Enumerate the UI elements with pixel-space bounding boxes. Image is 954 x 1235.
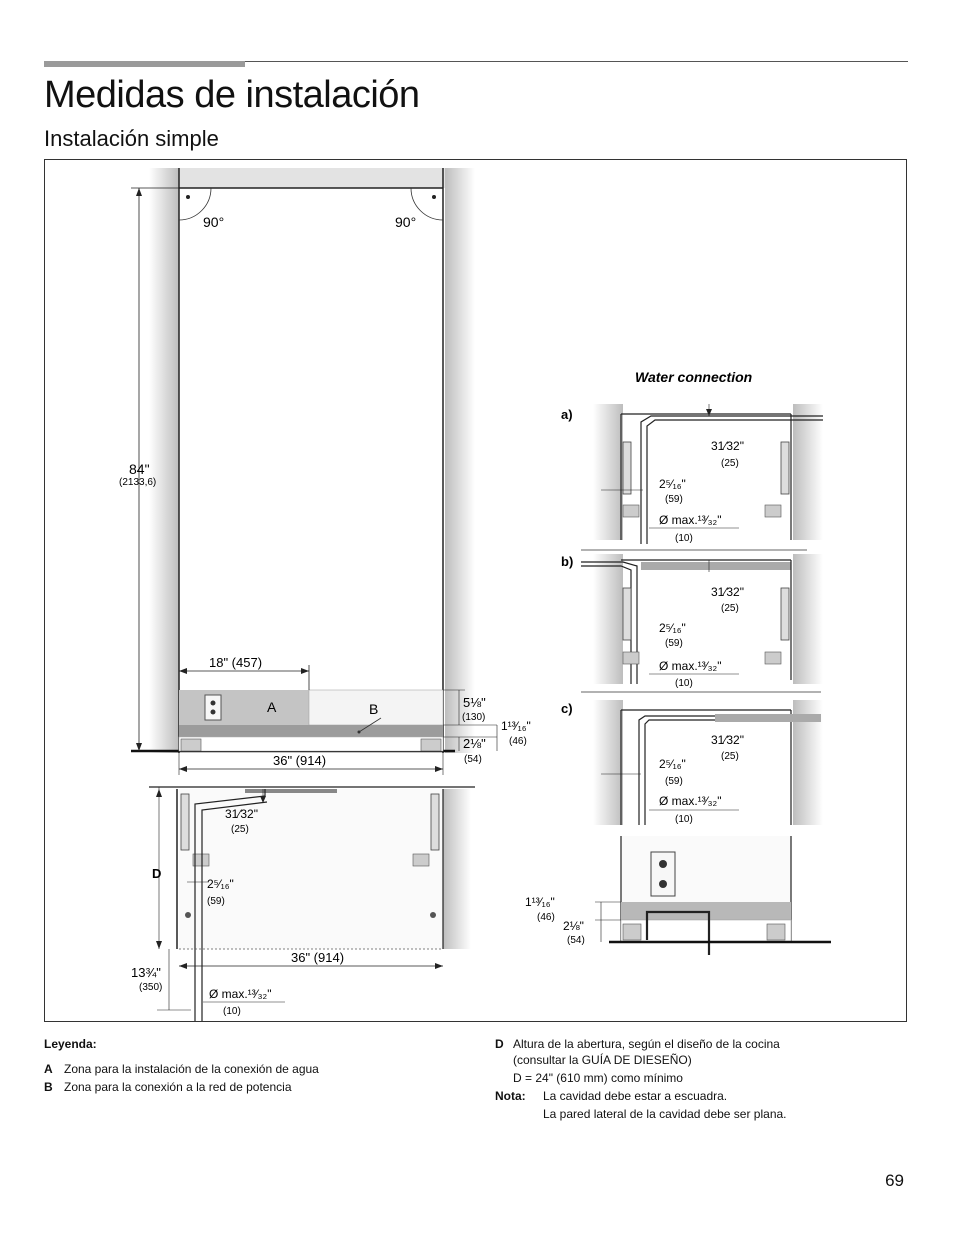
- c-dim-1-13-16-label: 1¹³⁄₁₆": [525, 895, 555, 909]
- height-mm-label: (2133,6): [119, 477, 157, 488]
- dim-5-1-8-label: 5⅛": [463, 695, 486, 710]
- water-option-c: [561, 692, 823, 825]
- water-option-b: [561, 550, 823, 689]
- c-dim-25-label: (25): [721, 751, 739, 762]
- c-dim-59-label: (59): [665, 776, 683, 787]
- option-b-label: b): [561, 554, 574, 569]
- a-dim-31-32-label: 31⁄32": [711, 439, 744, 453]
- width-bottom-label: 36" (914): [291, 950, 345, 965]
- water-option-c-front: [525, 836, 831, 955]
- legend-nota-2: La pared lateral de la cavidad debe ser plana.: [543, 1107, 787, 1121]
- c-dim-46-label: (46): [537, 912, 555, 923]
- plan-dim-59-label: (59): [207, 896, 225, 907]
- angle-left-label: 90°: [203, 214, 225, 230]
- legend-key-b: B: [44, 1080, 53, 1094]
- plan-view: [131, 787, 475, 1021]
- c-dim-31-32-label: 31⁄32": [711, 733, 744, 747]
- a-dim-2-5-16-label: 2⁵⁄₁₆": [659, 477, 686, 491]
- legend-item-a: [44, 1062, 319, 1077]
- legend-text-a: Zona para la instalación de la conexión de agua: [64, 1062, 319, 1076]
- legend-text-d-2: (consultar la GUÍA DE DIESEÑO): [513, 1053, 692, 1067]
- legend-text-b: Zona para la conexión a la red de potencia: [64, 1080, 292, 1094]
- legend-nota: [495, 1089, 727, 1104]
- dim-46-label: (46): [509, 736, 527, 747]
- a-max-label: Ø max.¹³⁄₃₂": [659, 513, 722, 527]
- zone-b-label: B: [369, 701, 379, 717]
- water-connection-title: Water connection: [635, 369, 753, 385]
- height-label: 84": [129, 461, 150, 477]
- legend-key-d: D: [495, 1037, 504, 1051]
- b-dim-31-32-label: 31⁄32": [711, 585, 744, 599]
- c-dim-2-5-16-label: 2⁵⁄₁₆": [659, 757, 686, 771]
- legend-key-a: A: [44, 1062, 53, 1076]
- b-max-label: Ø max.¹³⁄₃₂": [659, 659, 722, 673]
- installation-diagram-frame: [44, 159, 907, 1022]
- c-dim-10-label: (10): [675, 814, 693, 825]
- a-dim-25-label: (25): [721, 458, 739, 469]
- b-dim-59-label: (59): [665, 638, 683, 649]
- zone-width-label: 18" (457): [209, 655, 263, 670]
- plan-dim-10-label: (10): [223, 1006, 241, 1017]
- b-dim-10-label: (10): [675, 678, 693, 689]
- legend-nota-key: Nota:: [495, 1089, 526, 1103]
- width-top-label: 36" (914): [273, 753, 327, 768]
- plan-dim-2-5-16-label: 2⁵⁄₁₆": [207, 877, 234, 891]
- header-accent-bar: [44, 61, 245, 67]
- legend-item-b: [44, 1080, 292, 1095]
- dim-130-label: (130): [462, 712, 486, 723]
- water-option-a: [561, 404, 823, 544]
- dim-1-13-16-label: 1¹³⁄₁₆": [501, 719, 531, 733]
- c-dim-2-1-8-label: 2⅛": [563, 919, 584, 933]
- c-max-label: Ø max.¹³⁄₃₂": [659, 794, 722, 808]
- d-label: D: [152, 866, 162, 881]
- page-title: Medidas de instalación: [44, 74, 420, 116]
- dim-54-label: (54): [464, 754, 482, 765]
- legend-text-d-3: D = 24" (610 mm) como mínimo: [513, 1071, 683, 1085]
- header-rule: [245, 61, 908, 62]
- dim-350-label: (350): [139, 982, 163, 993]
- dim-13-3-4-label: 13¾": [131, 965, 161, 980]
- legend-item-d: [495, 1037, 780, 1052]
- section-subtitle: Instalación simple: [44, 126, 219, 151]
- legend-text-d-1: Altura de la abertura, según el diseño de la cocina: [513, 1037, 780, 1051]
- plan-dim-31-32-label: 31⁄32": [225, 807, 258, 821]
- legend-title: Leyenda:: [44, 1037, 97, 1051]
- legend-nota-1: La cavidad debe estar a escuadra.: [543, 1089, 728, 1103]
- a-dim-10-label: (10): [675, 533, 693, 544]
- plan-dim-25-label: (25): [231, 824, 249, 835]
- angle-right-label: 90°: [395, 214, 417, 230]
- front-elevation: [119, 168, 531, 775]
- b-dim-25-label: (25): [721, 603, 739, 614]
- c-dim-54-label: (54): [567, 935, 585, 946]
- b-dim-2-5-16-label: 2⁵⁄₁₆": [659, 621, 686, 635]
- dim-2-1-8-label: 2⅛": [463, 736, 486, 751]
- a-dim-59-label: (59): [665, 494, 683, 505]
- zone-a-label: A: [267, 699, 277, 715]
- installation-diagram: [45, 160, 906, 1021]
- option-a-label: a): [561, 407, 573, 422]
- option-c-label: c): [561, 701, 573, 716]
- plan-max-label: Ø max.¹³⁄₃₂": [209, 987, 272, 1001]
- page-number: 69: [885, 1171, 904, 1190]
